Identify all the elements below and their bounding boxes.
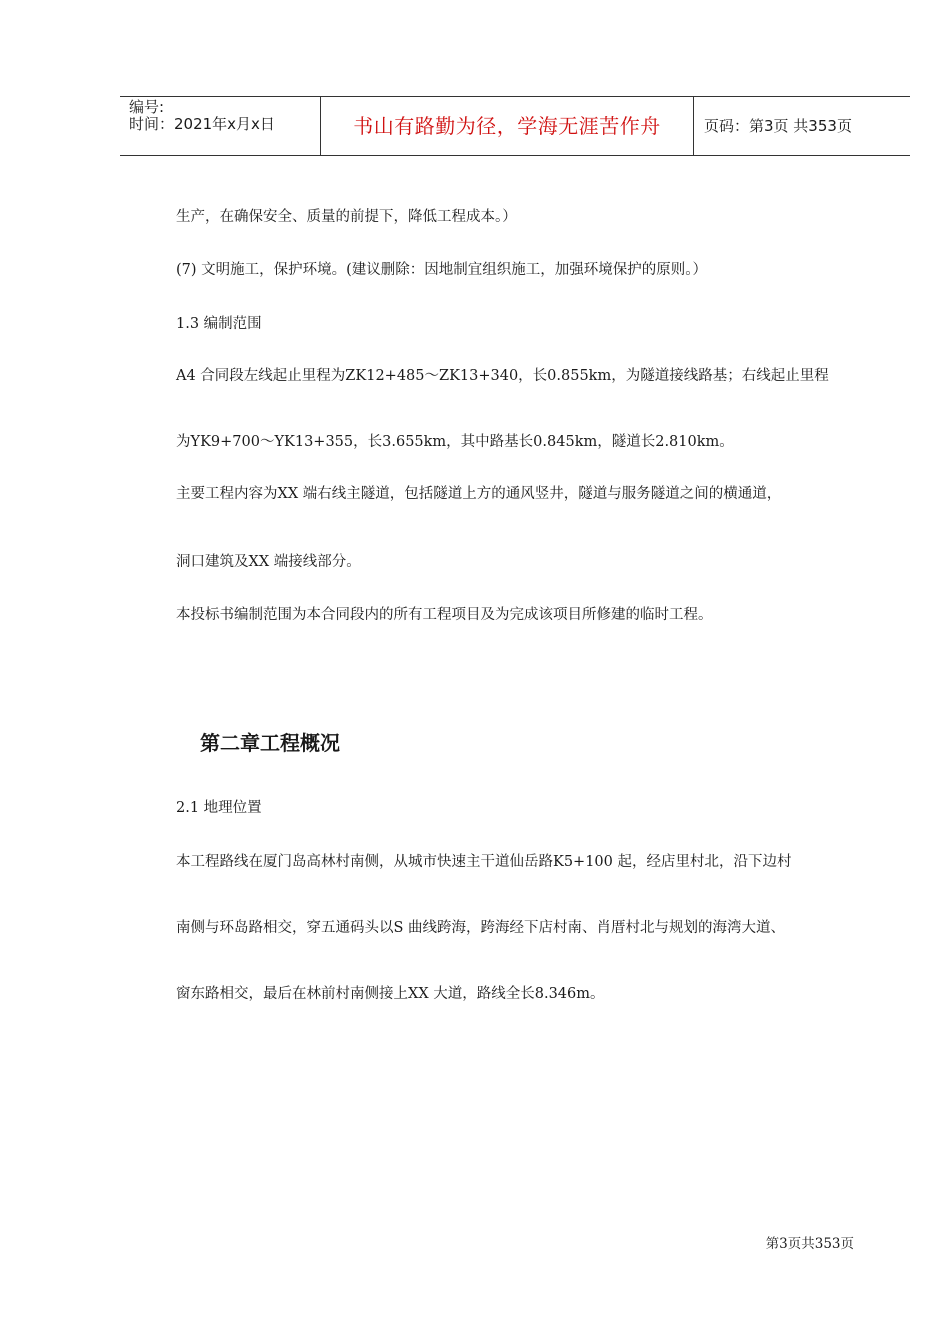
paragraph-line: 为YK9+700～YK13+355，长3.655km，其中路基长0.845km，隧道长2.810km。 <box>176 434 734 450</box>
page-header <box>120 96 910 156</box>
header-meta <box>120 97 321 155</box>
paragraph-line: (7) 文明施工，保护环境。(建议删除：因地制宜组织施工，加强环境保护的原则。） <box>176 262 708 278</box>
header-motto: 书山有路勤为径，学海无涯苦作舟 <box>321 97 694 155</box>
paragraph-line: 南侧与环岛路相交，穿五通码头以S 曲线跨海，跨海经下店村南、肖厝村北与规划的海湾大道、 <box>176 920 786 936</box>
document-number-label: 编号: <box>129 98 165 116</box>
paragraph-line: 本投标书编制范围为本合同段内的所有工程项目及为完成该项目所修建的临时工程。 <box>176 607 713 623</box>
paragraph-line: 主要工程内容为XX 端右线主隧道，包括隧道上方的通风竖井，隧道与服务隧道之间的横通道， <box>176 486 782 502</box>
header-page-info: 页码：第3页 共353页 <box>704 117 852 135</box>
page-footer: 第3页共353页 <box>765 1236 854 1252</box>
document-time: 时间：2021年x月x日 <box>129 115 275 133</box>
section-heading-1-3: 1.3 编制范围 <box>176 316 262 332</box>
paragraph-line: 本工程路线在厦门岛高林村南侧，从城市快速主干道仙岳路K5+100 起，经店里村北，沿下边村 <box>176 854 792 870</box>
paragraph-line: 窗东路相交，最后在林前村南侧接上XX 大道，路线全长8.346m。 <box>176 986 605 1002</box>
paragraph-line: 洞口建筑及XX 端接线部分。 <box>176 554 361 570</box>
paragraph-line: 生产，在确保安全、质量的前提下，降低工程成本。） <box>176 209 517 225</box>
section-heading-2-1: 2.1 地理位置 <box>176 800 262 816</box>
chapter-title: 第二章工程概况 <box>200 731 340 755</box>
paragraph-line: A4 合同段左线起止里程为ZK12+485～ZK13+340，长0.855km，为隧道接线路基；右线起止里程 <box>176 368 829 384</box>
